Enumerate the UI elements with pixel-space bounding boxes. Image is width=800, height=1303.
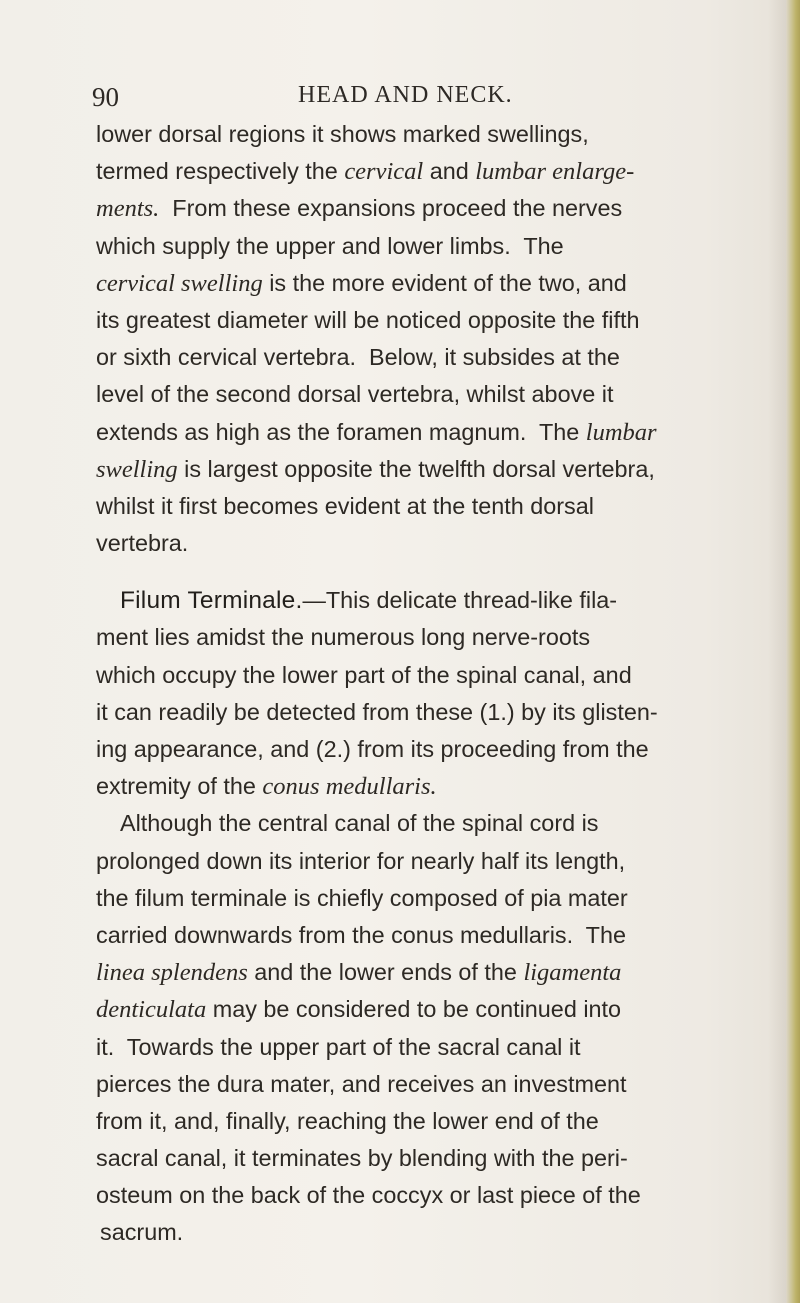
text-segment: lower dorsal regions it shows marked swellings, [96, 121, 589, 147]
text-segment: termed respectively the [96, 158, 345, 185]
italic-term: cervical [344, 158, 424, 186]
text-line [96, 451, 736, 488]
text-segment: sacral canal, it terminates by blending with the peri- [96, 1145, 628, 1172]
text-line [96, 116, 736, 153]
text-segment: extremity of the [96, 773, 263, 800]
italic-term: ments. [96, 195, 160, 223]
running-head [92, 82, 692, 118]
text-segment: ment lies amidst the numerous long nerve-roots [96, 624, 591, 651]
text-line [96, 619, 736, 656]
italic-term: linea splendens [96, 959, 248, 987]
text-segment: which occupy the lower part of the spinal canal, and [96, 661, 632, 688]
text-line [96, 991, 736, 1028]
page-fold-shadow [768, 0, 786, 1303]
text-segment: is the more evident of the two, and [262, 269, 627, 296]
text-segment: which supply the upper and lower limbs. The [96, 232, 564, 259]
body-text [96, 116, 736, 1252]
text-line [96, 694, 736, 731]
text-line [96, 805, 736, 842]
italic-term: cervical swelling [96, 269, 263, 297]
italic-term: conus medullaris. [262, 773, 437, 801]
text-line [96, 768, 736, 805]
text-line [96, 414, 736, 451]
text-segment: extends as high as the foramen magnum. The [96, 418, 586, 445]
text-line [96, 488, 736, 525]
text-line [96, 1140, 736, 1177]
text-line [96, 1214, 736, 1251]
text-line [96, 228, 736, 265]
text-line [96, 265, 736, 302]
text-segment: —This delicate thread-like fila- [302, 587, 618, 614]
italic-term: denticulata [96, 996, 207, 1024]
text-segment: level of the second dorsal vertebra, whilst above it [96, 381, 614, 408]
running-title: HEAD AND NECK. [298, 82, 513, 108]
text-segment: osteum on the back of the coccyx or last piece of the [96, 1182, 641, 1209]
text-line [96, 1066, 736, 1103]
text-segment: pierces the dura mater, and receives an investment [96, 1070, 627, 1097]
text-segment: ing appearance, and (2.) from its proceeding from the [96, 736, 649, 762]
text-segment: its greatest diameter will be noticed opposite the fifth [96, 306, 640, 333]
text-segment: or sixth cervical vertebra. Below, it subsides at the [96, 344, 620, 371]
italic-term: lumbar enlarge- [475, 158, 635, 186]
text-segment: whilst it first becomes evident at the tenth dorsal [96, 492, 594, 519]
text-line [96, 302, 736, 339]
text-segment: it. Towards the upper part of the sacral canal it [96, 1033, 581, 1060]
text-line [96, 731, 736, 768]
text-segment: carried downwards from the conus medullaris. The [96, 921, 626, 948]
text-line [96, 190, 736, 227]
italic-term: ligamenta [523, 959, 622, 987]
text-line [96, 954, 736, 991]
text-line [96, 525, 736, 562]
text-segment: prolonged down its interior for nearly half its length, [96, 847, 626, 874]
text-segment: From these expansions proceed the nerves [159, 195, 623, 222]
text-line [96, 339, 736, 376]
text-line [96, 1177, 736, 1214]
text-segment: is largest opposite the twelfth dorsal vertebra, [177, 455, 655, 482]
text-line [96, 880, 736, 917]
text-line [96, 153, 736, 190]
text-segment: and the lower ends of the [247, 959, 524, 986]
text-line [96, 1029, 736, 1066]
text-segment: the filum terminale is chiefly composed of pia mater [96, 884, 628, 911]
text-line [96, 376, 736, 413]
section-heading: Filum Terminale. [120, 587, 303, 615]
italic-term: lumbar [585, 418, 657, 446]
text-segment: sacrum. [100, 1219, 184, 1246]
text-line [96, 657, 736, 694]
text-segment: vertebra. [96, 530, 189, 557]
text-segment: from it, and, finally, reaching the lower end of the [96, 1107, 599, 1134]
text-segment: and [423, 158, 476, 185]
text-line [96, 582, 736, 619]
text-line [96, 917, 736, 954]
text-line [96, 843, 736, 880]
text-segment: it can readily be detected from these (1.) by its glisten- [96, 698, 658, 725]
page-edge [786, 0, 800, 1303]
text-line [96, 1103, 736, 1140]
text-segment: Although the central canal of the spinal cord is [120, 810, 599, 837]
text-segment: may be considered to be continued into [206, 996, 622, 1023]
page-number: 90 [92, 82, 119, 112]
italic-term: swelling [96, 455, 178, 483]
